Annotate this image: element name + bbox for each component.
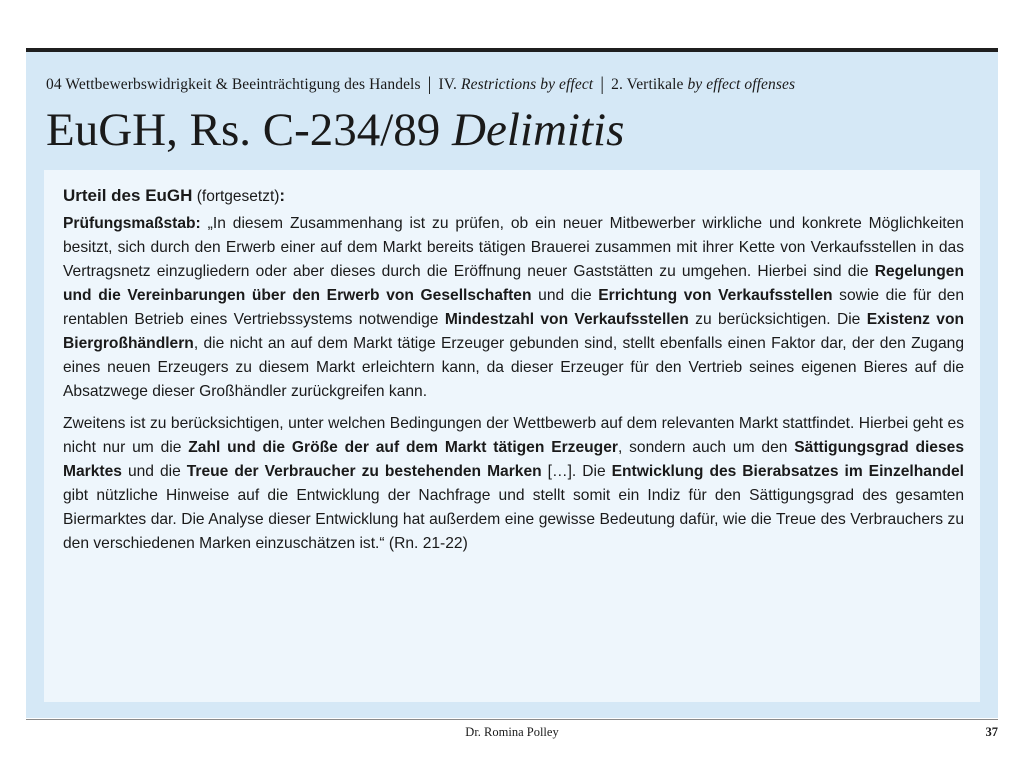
footer-author: Dr. Romina Polley	[465, 725, 559, 739]
breadcrumb-part-3	[611, 76, 795, 93]
breadcrumb-part-2	[439, 76, 594, 93]
text-run: und die	[531, 287, 599, 304]
bold-run: Existenz von Biergroßhändlern	[63, 311, 964, 352]
breadcrumb-part-1: 04 Wettbewerbswidrigkeit & Beeinträchtigung des Handels	[46, 76, 421, 93]
title-italic: Delimitis	[452, 104, 625, 156]
heading-normal: (fortgesetzt)	[192, 188, 280, 205]
bold-run: Regelungen und die Vereinbarungen über den Erwerb von Gesellschaften	[63, 263, 964, 304]
bold-run: Zahl und die Größe der auf dem Markt tätigen Erzeuger	[188, 439, 618, 456]
text-run: Zweitens ist zu berücksichtigen, unter welchen Bedingungen der Wettbewerb auf dem relevanten Markt stattfindet. Hierbei geht es nicht nur um die	[63, 415, 964, 456]
bold-run: Prüfungsmaßstab:	[63, 215, 201, 232]
bold-run: Treue der Verbraucher zu bestehenden Marken	[186, 463, 542, 480]
breadcrumb-part-3-italic: by effect offenses	[687, 76, 796, 93]
bold-run: Entwicklung des Bierabsatzes im Einzelhandel	[611, 463, 964, 480]
content-box	[44, 170, 980, 702]
footer-divider	[26, 719, 998, 720]
heading-colon: :	[279, 186, 286, 205]
text-run: […]. Die	[541, 463, 612, 480]
text-run: zu berücksichtigen. Die	[688, 311, 867, 328]
heading-bold: Urteil des EuGH	[63, 186, 193, 205]
slide-frame	[26, 48, 998, 718]
bold-run: Sättigungsgrad dieses Marktes	[63, 439, 964, 480]
text-run: und die	[121, 463, 187, 480]
bold-run: Errichtung von Verkaufsstellen	[598, 287, 833, 304]
breadcrumb-part-2-plain: IV.	[438, 76, 462, 93]
breadcrumb-separator-2: |	[600, 74, 605, 95]
breadcrumb	[46, 74, 795, 96]
text-run: , die nicht an auf dem Markt tätige Erzeuger gebunden sind, stellt ebenfalls einen Faktor dar, der den Zugang eines neuen Erzeugers zu diesem Markt erleichtern kann, da dieser Erzeuger für den Vertrieb seines eigenen Bieres auf die Absatzwege dieser Großhändler zurückgreifen kann.	[63, 335, 964, 400]
text-run: sowie die für den rentablen Betrieb eines Vertriebssystems notwendige	[63, 287, 964, 328]
page-title	[46, 102, 624, 158]
text-run: , sondern auch um den	[617, 439, 795, 456]
section-heading	[63, 186, 964, 206]
title-plain: EuGH, Rs. C-234/89	[46, 104, 453, 156]
text-run: gibt nützliche Hinweise auf die Entwicklung der Nachfrage und stellt somit ein Indiz für den Sättigungsgrad des gesamten Biermarktes dar. Die Analyse dieser Entwicklung hat außerdem eine gewisse Bedeutung dafür, wie die Treue des Verbrauchers zu den verschiedenen Marken einzuschätzen ist.“ (Rn. 21-22)	[63, 487, 964, 552]
breadcrumb-part-2-italic: Restrictions by effect	[461, 76, 594, 93]
breadcrumb-part-3-plain: 2. Vertikale	[611, 76, 688, 93]
paragraph-zweitens	[63, 412, 964, 556]
page-number: 37	[985, 725, 998, 739]
breadcrumb-separator: |	[427, 74, 432, 95]
paragraph-pruefungsmassstab	[63, 212, 964, 404]
text-run: „In diesem Zusammenhang ist zu prüfen, ob ein neuer Mitbewerber wirkliche und konkrete Möglichkeiten besitzt, sich durch den Erwerb einer auf dem Markt bereits tätigen Brauerei zusammen mit ihrer Kette von Verkaufsstellen in das Vertragsnetz einzugliedern oder aber dieses durch die Eröffnung neuer Gaststätten zu umgehen. Hierbei sind die	[63, 215, 964, 280]
bold-run: Mindestzahl von Verkaufsstellen	[444, 311, 689, 328]
